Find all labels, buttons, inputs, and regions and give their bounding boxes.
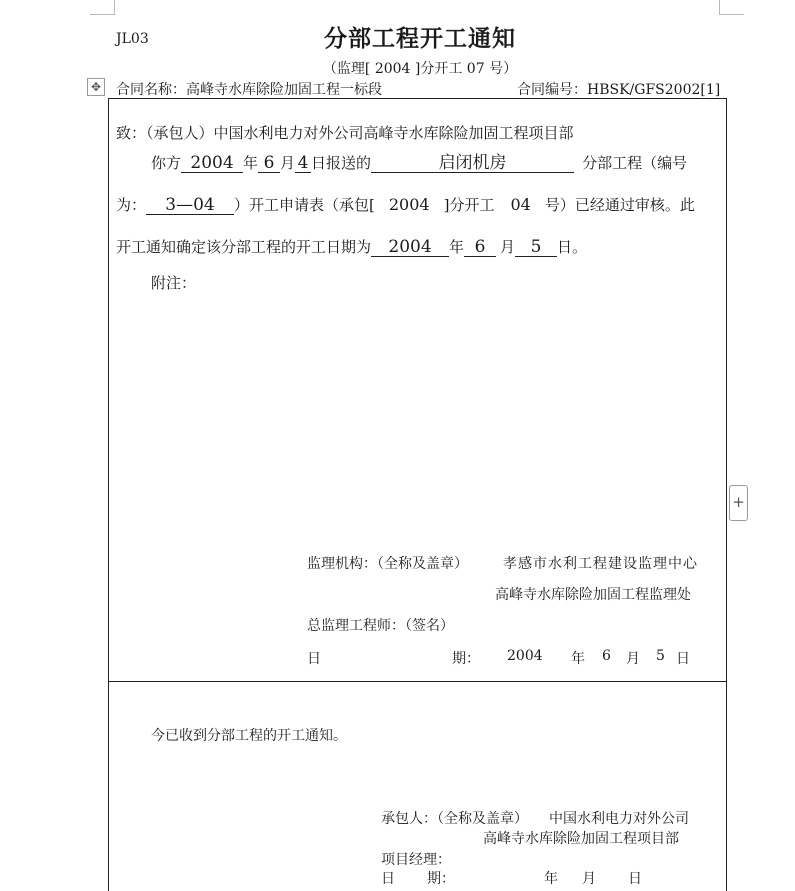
plus-icon[interactable]: + — [729, 485, 748, 521]
contract-name: 合同名称：高峰寺水库除险加固工程一标段 — [116, 82, 382, 98]
project-name: 启闭机房 — [371, 154, 574, 173]
receipt-text: 今已收到分部工程的开工通知。 — [151, 728, 347, 744]
page-title: 分部工程开工通知 — [324, 26, 516, 52]
text-subproject: 分部工程（编号 — [582, 154, 688, 172]
contractor-line1: 中国水利电力对外公司 — [549, 811, 689, 827]
supervisor-date-year: 2004 — [507, 648, 543, 664]
supervisor-date-rizi: 日 — [676, 651, 690, 667]
start-day: 5 — [515, 238, 557, 257]
apply-month: 6 — [258, 154, 280, 173]
text-approved: 号）已经通过审核。此 — [544, 196, 695, 214]
supervisor-date-yue: 月 — [626, 651, 640, 667]
subproject-code: 3—04 — [146, 196, 234, 215]
text-year-2: 年 — [449, 238, 465, 256]
notice-line-2 — [151, 152, 687, 173]
doc-number: （监理[ 2004 ]分开工 07 号） — [322, 61, 518, 77]
text-application: ）开工申请表（承包[ — [234, 196, 375, 214]
move-handle-icon[interactable]: ✥ — [87, 78, 105, 96]
receipt-date-qi: 期： — [427, 871, 455, 887]
text-month-2: 月 — [500, 238, 516, 256]
start-month: 6 — [464, 238, 496, 257]
supervisor-date-nian: 年 — [571, 651, 585, 667]
application-year: 2004 — [388, 195, 430, 214]
apply-year: 2004 — [181, 154, 243, 173]
chief-engineer-label: 总监理工程师：（签名） — [307, 618, 454, 634]
project-manager-label: 项目经理： — [381, 852, 451, 868]
addressee: 致：（承包人）中国水利电力对外公司高峰寺水库除险加固工程项目部 — [116, 124, 574, 142]
supervisor-org-line2: 高峰寺水库除险加固工程监理处 — [495, 587, 691, 603]
text-nifang: 你方 — [151, 154, 182, 172]
text-start-date: 开工通知确定该分部工程的开工日期为 — [116, 238, 372, 256]
text-month: 月 — [280, 154, 296, 172]
supervisor-org-label: 监理机构：（全称及盖章） — [307, 556, 468, 572]
doc-code: JL03 — [116, 31, 149, 47]
text-submitted: 日报送的 — [311, 154, 372, 172]
supervisor-date-qi: 期： — [452, 651, 480, 667]
text-fenkaigong: ]分开工 — [443, 196, 495, 214]
notice-line-3 — [116, 194, 695, 215]
crop-mark-top-right — [719, 0, 744, 15]
supervisor-org-line1: 孝感市水利工程建设监理中心 — [503, 556, 698, 572]
supervisor-date-day: 5 — [656, 648, 665, 664]
contractor-line2: 高峰寺水库除险加固工程项目部 — [483, 831, 679, 847]
contract-number: 合同编号：HBSK/GFS2002[1] — [517, 82, 721, 98]
remark-label: 附注： — [151, 274, 197, 292]
contractor-label: 承包人：（全称及盖章） — [381, 811, 528, 827]
text-year: 年 — [243, 154, 259, 172]
text-day: 日。 — [557, 238, 588, 256]
apply-day: 4 — [295, 154, 311, 173]
receipt-date-rizi: 日 — [628, 871, 642, 887]
crop-mark-top-left — [90, 0, 115, 15]
start-year: 2004 — [371, 238, 449, 257]
receipt-date-ri: 日 — [381, 871, 395, 887]
notice-line-4 — [116, 236, 587, 257]
text-wei: 为： — [116, 196, 147, 214]
receipt-date-yue: 月 — [582, 871, 596, 887]
supervisor-date-ri: 日 — [307, 651, 321, 667]
receipt-date-nian: 年 — [544, 871, 558, 887]
application-number: 04 — [510, 195, 531, 214]
supervisor-date-month: 6 — [602, 648, 611, 664]
